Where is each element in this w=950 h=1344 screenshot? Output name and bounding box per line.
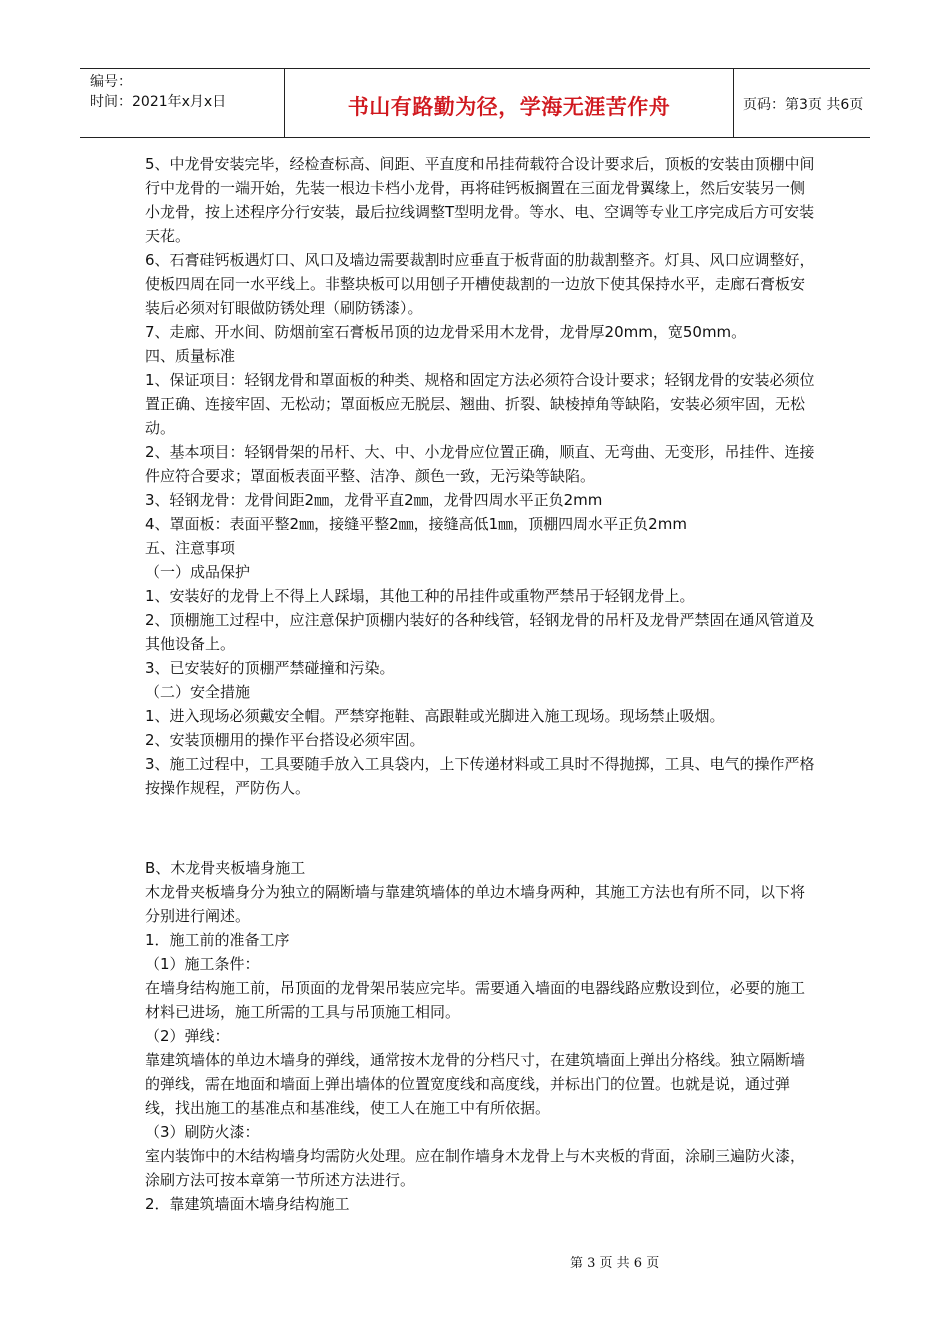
- header-left-cell: [80, 69, 280, 137]
- header-right-cell: [733, 69, 870, 137]
- footer-page-number: 第 3 页 共 6 页: [570, 1256, 660, 1271]
- paragraph: 2．靠建筑墙面木墙身结构施工: [145, 1195, 350, 1213]
- paragraph: 3、已安装好的顶棚严禁碰撞和污染。: [145, 659, 395, 677]
- paragraph: 1、安装好的龙骨上不得上人踩塌，其他工种的吊挂件或重物严禁吊于轻钢龙骨上。: [145, 587, 695, 605]
- paragraph: 四、质量标准: [145, 347, 236, 365]
- paragraph: 2、安装顶棚用的操作平台搭设必须牢固。: [145, 731, 425, 749]
- motto: 书山有路勤为径，学海无涯苦作舟: [347, 95, 671, 119]
- paragraph: （一）成品保护: [145, 563, 251, 581]
- paragraph: 在墙身结构施工前，吊顶面的龙骨架吊装应完毕。需要通入墙面的电器线路应敷设到位，必要的施工材料已进场，施工所需的工具与吊顶施工相同。: [145, 979, 806, 1021]
- page-info: 页码：第3页 共6页: [743, 97, 864, 113]
- paragraph: 5、中龙骨安装完毕，经检查标高、间距、平直度和吊挂荷载符合设计要求后，顶板的安装由顶棚中间行中龙骨的一端开始，先装一根边卡档小龙骨，再将硅钙板搁置在三面龙骨翼缘上，然后安装另一侧小龙骨，按上述程序分行安装，最后拉线调整T型明龙骨。等水、电、空调等专业工序完成后方可安装天花。: [145, 155, 815, 245]
- paragraph: 1、进入现场必须戴安全帽。严禁穿拖鞋、高跟鞋或光脚进入施工现场。现场禁止吸烟。: [145, 707, 725, 725]
- paragraph: 靠建筑墙体的单边木墙身的弹线，通常按木龙骨的分档尺寸，在建筑墙面上弹出分格线。独立隔断墙的弹线，需在地面和墙面上弹出墙体的位置宽度线和高度线，并标出门的位置。也就是说，通过弹线，找出施工的基准点和基准线，使工人在施工中有所依据。: [145, 1051, 806, 1117]
- paragraph: （二）安全措施: [145, 683, 251, 701]
- paragraph: 3、施工过程中，工具要随手放入工具袋内，上下传递材料或工具时不得抛掷，工具、电气的操作严格按操作规程，严防伤人。: [145, 755, 815, 797]
- paragraph: 五、注意事项: [145, 539, 236, 557]
- document-header: [80, 68, 870, 138]
- paragraph: 6、石膏硅钙板遇灯口、风口及墙边需要裁割时应垂直于板背面的肋裁割整齐。灯具、风口应调整好，使板四周在同一水平线上。非整块板可以用刨子开槽使裁割的一边放下使其保持水平，走廊石膏板安装后必须对钉眼做防锈处理（刷防锈漆）。: [145, 251, 815, 317]
- header-center-cell: [284, 69, 734, 137]
- paragraph: 7、走廊、开水间、防烟前室石膏板吊顶的边龙骨采用木龙骨，龙骨厚20mm，宽50mm。: [145, 323, 747, 341]
- date-label: 时间：2021年x月x日: [90, 94, 227, 110]
- paragraph: 3、轻钢龙骨：龙骨间距2㎜，龙骨平直2㎜，龙骨四周水平正负2mm: [145, 491, 603, 509]
- paragraph: 1．施工前的准备工序: [145, 931, 290, 949]
- document-body: [145, 152, 815, 1216]
- paragraph: B、木龙骨夹板墙身施工: [145, 859, 306, 877]
- paragraph: （3）刷防火漆：: [145, 1123, 260, 1141]
- paragraph: 室内装饰中的木结构墙身均需防火处理。应在制作墙身木龙骨上与木夹板的背面，涂刷三遍防火漆，涂刷方法可按本章第一节所述方法进行。: [145, 1147, 806, 1189]
- paragraph: 1、保证项目：轻钢龙骨和罩面板的种类、规格和固定方法必须符合设计要求；轻钢龙骨的安装必须位置正确、连接牢固、无松动；罩面板应无脱层、翘曲、折裂、缺棱掉角等缺陷，安装必须牢固，无松动。: [145, 371, 815, 437]
- paragraph: 2、基本项目：轻钢骨架的吊杆、大、中、小龙骨应位置正确，顺直、无弯曲、无变形，吊挂件、连接件应符合要求；罩面板表面平整、洁净、颜色一致，无污染等缺陷。: [145, 443, 815, 485]
- paragraph: （1）施工条件：: [145, 955, 260, 973]
- paragraph: 木龙骨夹板墙身分为独立的隔断墙与靠建筑墙体的单边木墙身两种，其施工方法也有所不同，以下将分别进行阐述。: [145, 883, 806, 925]
- code-label: 编号：: [90, 74, 132, 90]
- blank-line: [145, 816, 815, 840]
- paragraph: 2、顶棚施工过程中，应注意保护顶棚内装好的各种线管，轻钢龙骨的吊杆及龙骨严禁固在通风管道及其他设备上。: [145, 611, 815, 653]
- paragraph: 4、罩面板：表面平整2㎜，接缝平整2㎜，接缝高低1㎜，顶棚四周水平正负2mm: [145, 515, 687, 533]
- paragraph: （2）弹线：: [145, 1027, 230, 1045]
